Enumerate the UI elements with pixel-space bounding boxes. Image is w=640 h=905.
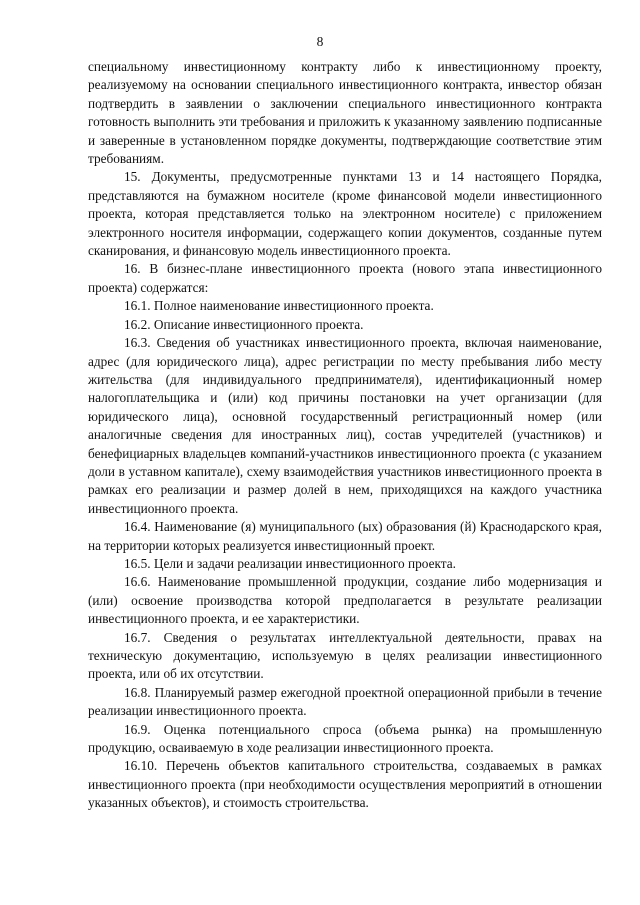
paragraph-item-16-10: 16.10. Перечень объектов капитального строительства, создаваемых в рамках инвестиционного проекта (при необходимости осуществления мероприятий в отношении указанных объектов), и стоимость строительства. xyxy=(88,758,602,811)
paragraph-item-16-5: 16.5. Цели и задачи реализации инвестиционного проекта. xyxy=(124,555,456,571)
paragraph-item-15: 15. Документы, предусмотренные пунктами 13 и 14 настоящего Порядка, представляются на бумажном носителе (кроме финансовой модели инвестиционного проекта, которая представляется только на электронном носителе) с приложением электронного носителя информации, содержащего копии документов, созданные путем сканирования, и финансовую модель инвестиционного проекта. xyxy=(88,169,602,259)
paragraph-item-16-6: 16.6. Наименование промышленной продукции, создание либо модернизация и (или) освоение производства которой предполагается в результате реализации инвестиционного проекта, и ее характеристики. xyxy=(88,574,602,627)
document-body xyxy=(88,58,602,813)
paragraph-item-16-3: 16.3. Сведения об участниках инвестиционного проекта, включая наименование, адрес (для юридического лица), адрес регистрации по месту пребывания либо месту жительства (для индивидуального предпринимателя), идентификационный номер налогоплательщика и (или) код причины постановки на учет организации (для юридического лица), основной государственный регистрационный номер (или аналогичные сведения для иностранных лиц), состав учредителей (участников) и бенефициарных владельцев компаний-участников инвестиционного проекта (с указанием доли в уставном капитале), схему взаимодействия участников инвестиционного проекта в рамках его реализации и размер долей в нем, приходящихся на каждого участника инвестиционного проекта. xyxy=(88,335,602,516)
paragraph-item-16-8: 16.8. Планируемый размер ежегодной проектной операционной прибыли в течение реализации инвестиционного проекта. xyxy=(88,684,602,719)
paragraph-item-16-1: 16.1. Полное наименование инвестиционного проекта. xyxy=(124,298,434,314)
paragraph-item-16-7: 16.7. Сведения о результатах интеллектуальной деятельности, правах на техническую документацию, используемую в целях реализации инвестиционного проекта, или об их отсутствии. xyxy=(88,629,602,682)
paragraph-item-16-4: 16.4. Наименование (я) муниципального (ых) образования (й) Краснодарского края, на территории которых реализуется инвестиционный проект. xyxy=(88,519,602,553)
paragraph-item-16-2: 16.2. Описание инвестиционного проекта. xyxy=(124,316,364,332)
paragraph-continuation: специальному инвестиционному контракту либо к инвестиционному проекту, реализуемому на основании специального инвестиционного контракта, инвестор обязан подтвердить в заявлении о заключении специального инвестиционного контракта готовность выполнить эти требования и приложить к указанному заявлению подписанные и заверенные в установленном порядке документы, подтверждающие соответствие этим требованиям. xyxy=(88,59,602,167)
paragraph-item-16: 16. В бизнес-плане инвестиционного проекта (нового этапа инвестиционного проекта) содержатся: xyxy=(88,261,602,295)
page-number: 8 xyxy=(316,34,324,49)
paragraph-item-16-9: 16.9. Оценка потенциального спроса (объема рынка) на промышленную продукцию, осваиваемую в ходе реализации инвестиционного проекта. xyxy=(88,721,602,756)
